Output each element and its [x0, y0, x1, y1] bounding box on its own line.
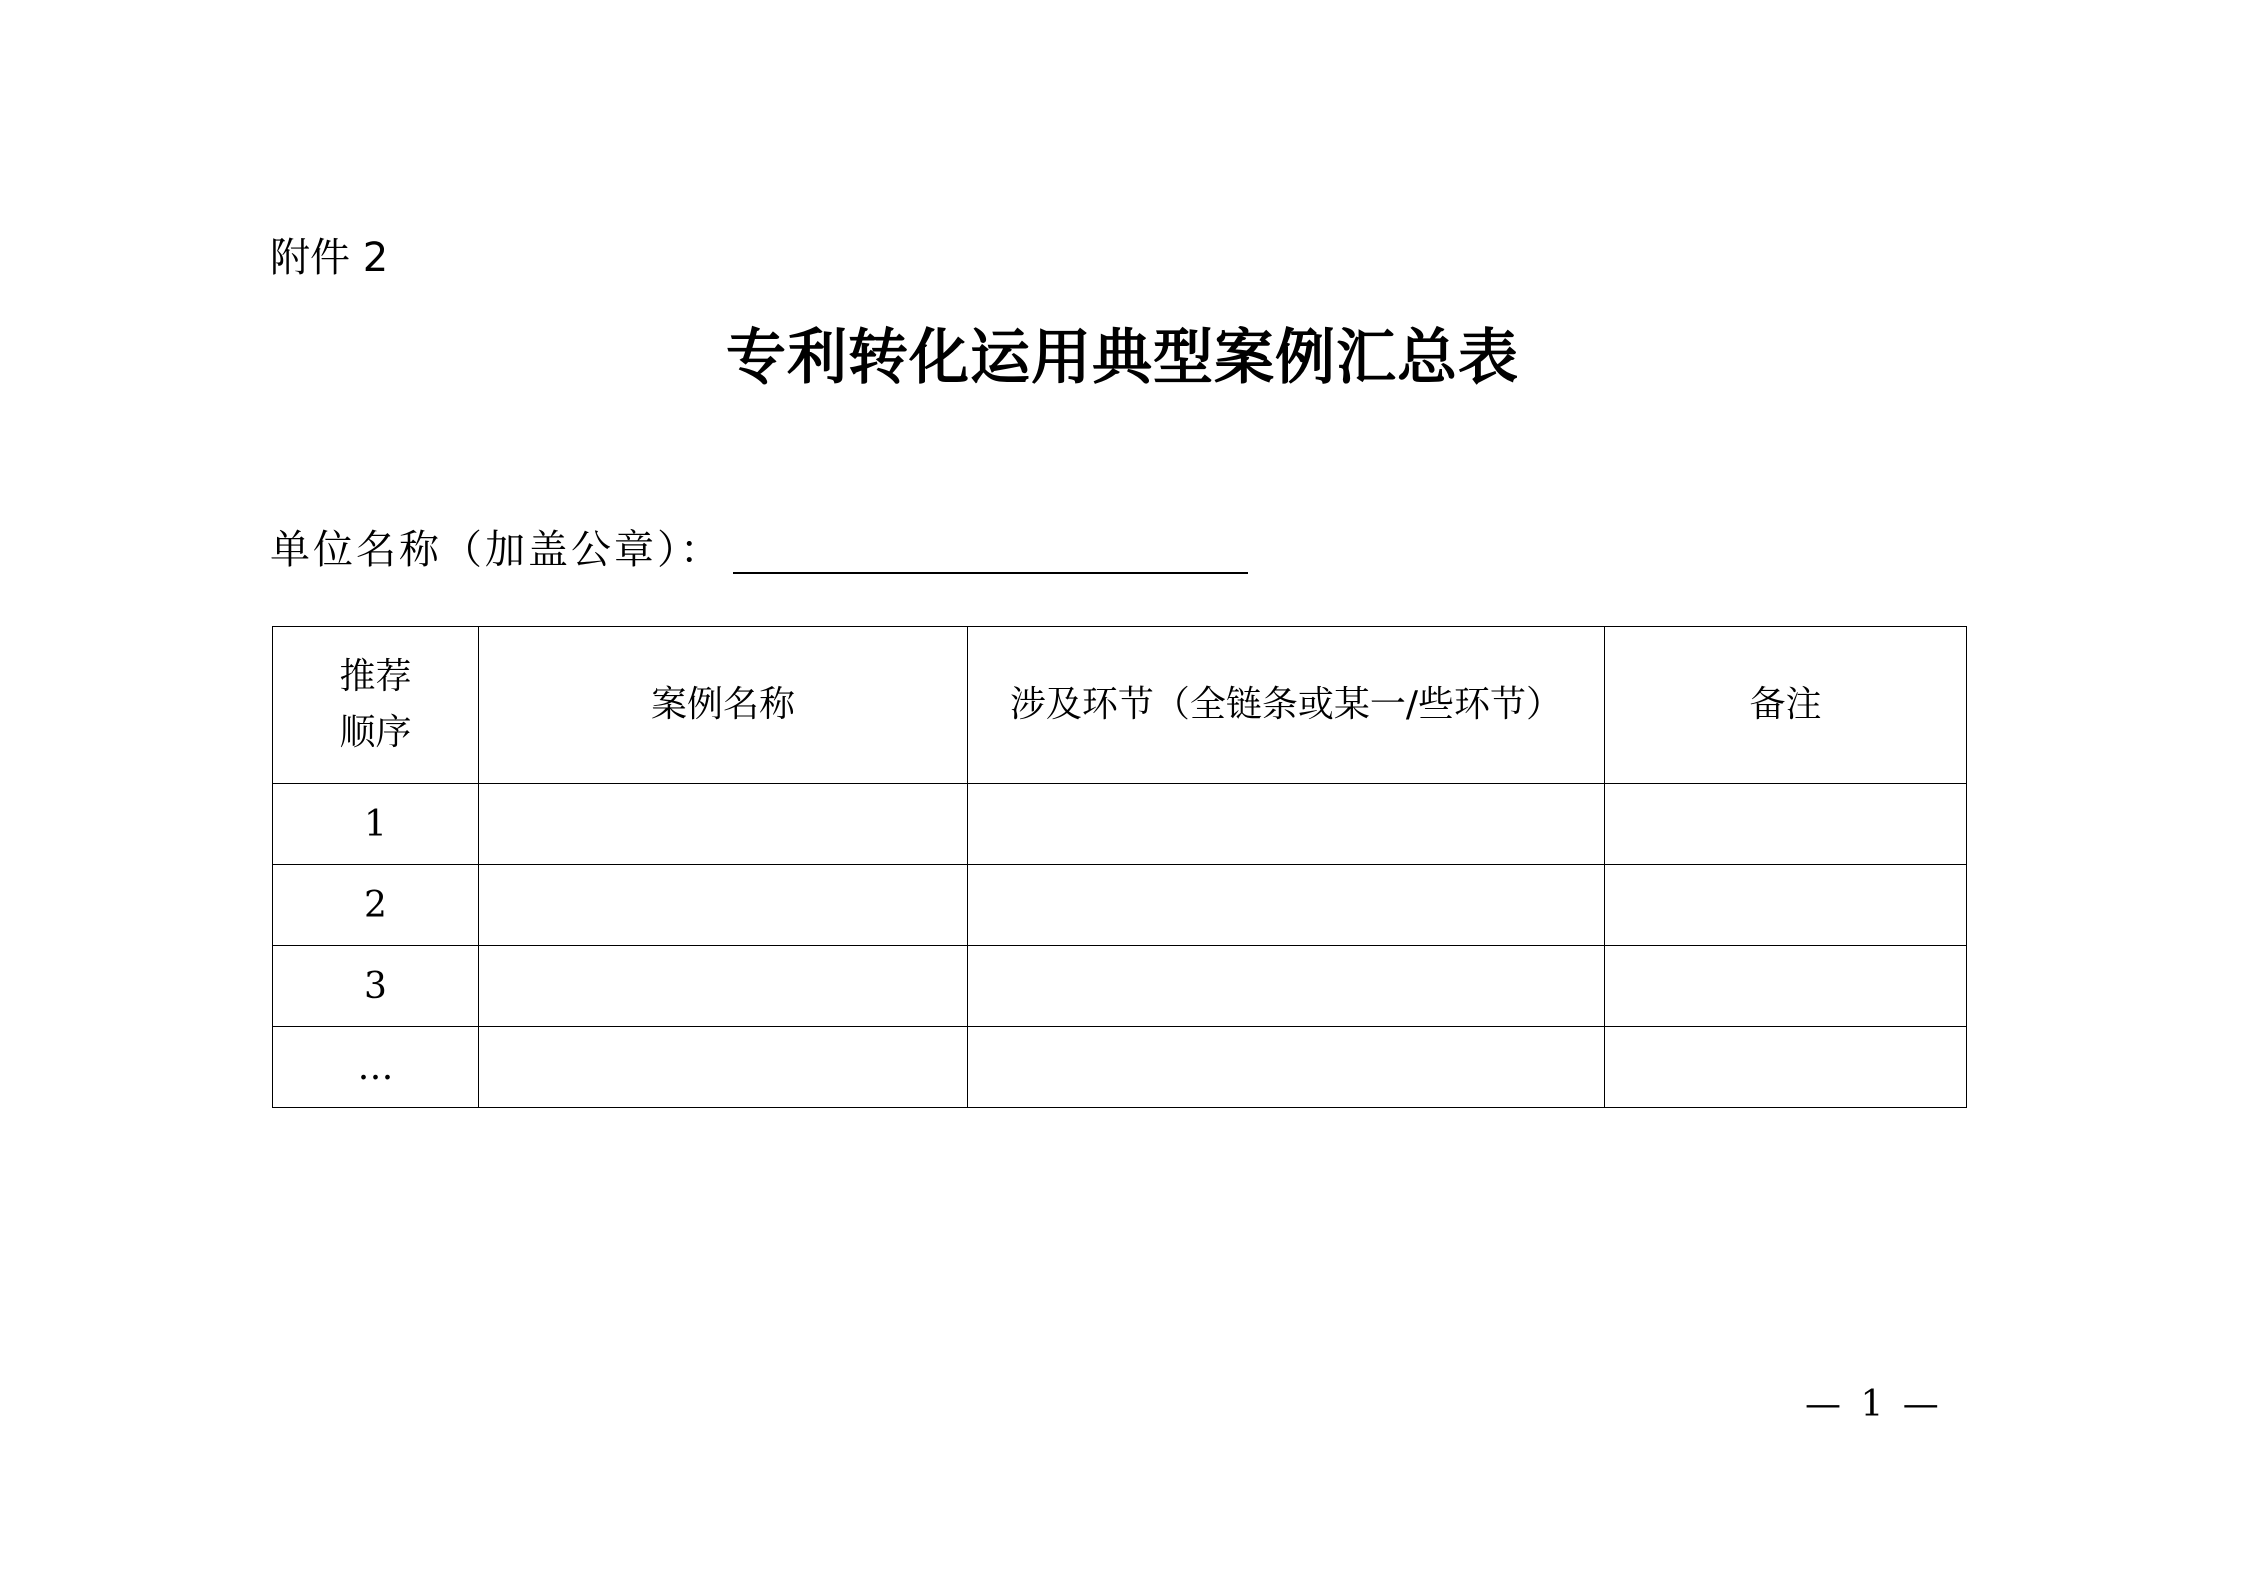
organization-line — [270, 520, 1248, 580]
row-seq: 1 — [273, 784, 479, 865]
table-row — [273, 1027, 1967, 1108]
row-note-cell[interactable] — [1605, 784, 1967, 865]
row-seq: … — [273, 1027, 479, 1108]
document-title: 专利转化运用典型案例汇总表 — [726, 323, 1519, 393]
row-case-name-cell[interactable] — [479, 784, 968, 865]
row-stage-cell[interactable] — [968, 946, 1605, 1027]
row-stage-cell[interactable] — [968, 1027, 1605, 1108]
header-order-line2: 顺序 — [339, 712, 412, 753]
table-row — [273, 784, 1967, 865]
case-summary-table — [272, 626, 1967, 1108]
row-seq: 2 — [273, 865, 479, 946]
table-header-row — [273, 627, 1967, 784]
row-case-name-cell[interactable] — [479, 1027, 968, 1108]
row-note-cell[interactable] — [1605, 865, 1967, 946]
header-stage: 涉及环节（全链条或某一/些环节） — [968, 627, 1605, 784]
row-case-name-cell[interactable] — [479, 946, 968, 1027]
table-row — [273, 946, 1967, 1027]
table-row — [273, 865, 1967, 946]
row-stage-cell[interactable] — [968, 865, 1605, 946]
organization-name-blank[interactable] — [733, 524, 1248, 574]
row-seq: 3 — [273, 946, 479, 1027]
row-stage-cell[interactable] — [968, 784, 1605, 865]
header-note: 备注 — [1605, 627, 1967, 784]
header-order-line1: 推荐 — [339, 656, 412, 697]
header-order — [273, 627, 479, 784]
organization-label: 单位名称（加盖公章）： — [270, 527, 723, 573]
row-note-cell[interactable] — [1605, 1027, 1967, 1108]
header-case-name: 案例名称 — [479, 627, 968, 784]
row-case-name-cell[interactable] — [479, 865, 968, 946]
attachment-label: 附件 2 — [270, 235, 389, 281]
page-number: — 1 — — [1805, 1384, 1943, 1425]
row-note-cell[interactable] — [1605, 946, 1967, 1027]
